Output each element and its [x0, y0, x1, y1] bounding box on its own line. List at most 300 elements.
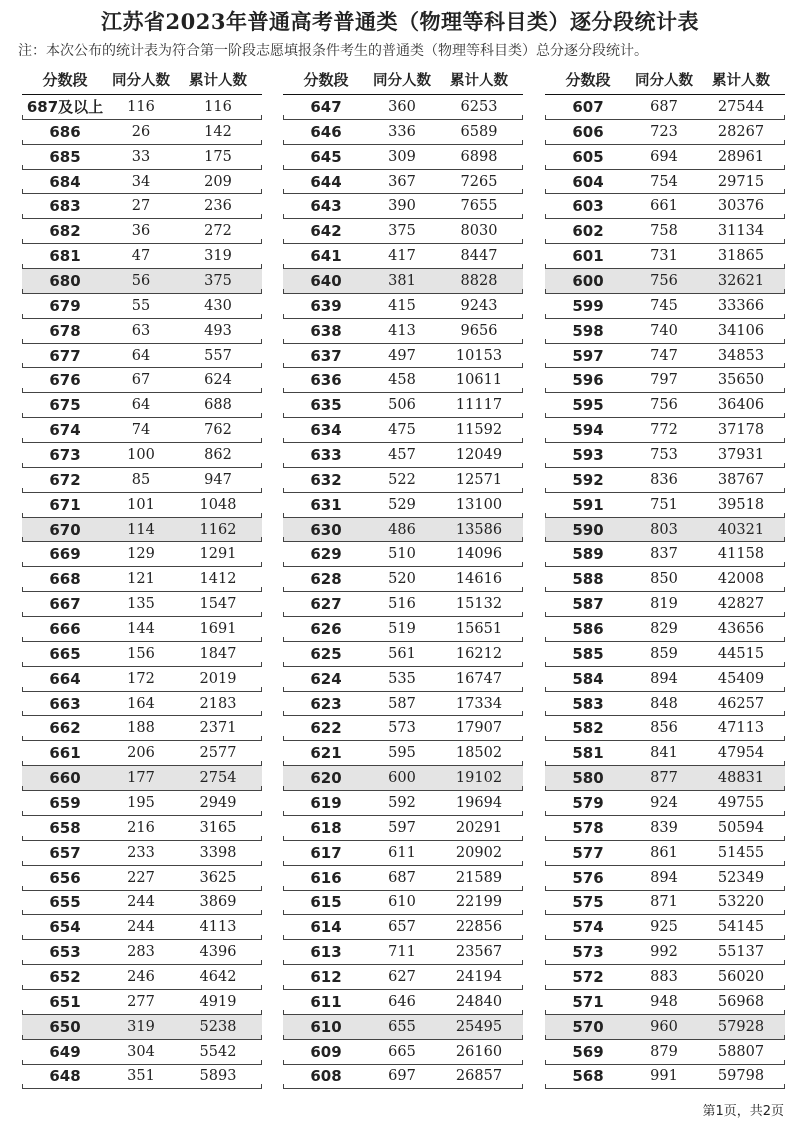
cumulative-cell: 39518 [717, 496, 765, 513]
table-row [283, 1015, 523, 1040]
count-cell: 723 [650, 123, 678, 140]
cumulative-cell: 272 [204, 223, 232, 240]
score-cell: 630 [310, 520, 342, 539]
cumulative-cell: 10153 [455, 347, 503, 364]
table-row [545, 567, 785, 592]
table-row [22, 269, 262, 294]
cumulative-cell: 236 [204, 198, 232, 215]
count-cell: 960 [650, 1018, 678, 1035]
count-cell: 319 [127, 1018, 155, 1035]
cumulative-cell: 1547 [199, 596, 237, 613]
table-row [545, 542, 785, 567]
table-row [283, 1040, 523, 1065]
count-cell: 758 [650, 223, 678, 240]
cumulative-cell: 42008 [717, 571, 765, 588]
cumulative-cell: 862 [204, 446, 232, 463]
cumulative-cell: 4919 [199, 993, 237, 1010]
score-cell: 601 [572, 247, 604, 266]
score-cell: 645 [310, 147, 342, 166]
score-cell: 670 [49, 520, 81, 539]
count-cell: 283 [127, 944, 155, 961]
cumulative-cell: 28267 [717, 123, 765, 140]
table-row [545, 170, 785, 195]
score-cell: 613 [310, 943, 342, 962]
count-cell: 47 [131, 248, 151, 265]
cumulative-cell: 46257 [717, 695, 765, 712]
cumulative-cell: 1048 [199, 496, 237, 513]
cumulative-cell: 44515 [717, 645, 765, 662]
cumulative-cell: 6898 [460, 148, 498, 165]
score-cell: 575 [572, 893, 604, 912]
cumulative-cell: 20902 [455, 844, 503, 861]
cumulative-cell: 1847 [199, 645, 237, 662]
cumulative-cell: 2754 [199, 770, 237, 787]
count-cell: 665 [388, 1043, 416, 1060]
count-cell: 519 [388, 620, 416, 637]
cumulative-cell: 16212 [455, 645, 503, 662]
score-cell: 683 [49, 197, 81, 216]
count-cell: 195 [127, 794, 155, 811]
score-cell: 634 [310, 421, 342, 440]
cumulative-cell: 15132 [455, 596, 503, 613]
header-count: 同分人数 [112, 72, 170, 89]
cumulative-cell: 33366 [717, 297, 765, 314]
score-cell: 664 [49, 669, 81, 688]
score-cell: 612 [310, 968, 342, 986]
score-cell: 650 [49, 1017, 81, 1036]
table-row [283, 716, 523, 741]
count-cell: 33 [131, 148, 151, 165]
header-cumulative: 累计人数 [450, 72, 508, 89]
score-cell: 591 [572, 495, 604, 514]
cumulative-cell: 557 [204, 347, 232, 364]
table-row [283, 642, 523, 667]
table-panel-1 [22, 64, 262, 1089]
cumulative-cell: 11117 [455, 397, 503, 414]
table-header [545, 64, 785, 95]
table-row [545, 816, 785, 841]
score-cell: 641 [310, 247, 342, 266]
count-cell: 879 [650, 1043, 678, 1060]
table-row [283, 518, 523, 543]
score-cell: 631 [310, 495, 342, 514]
score-cell: 647 [310, 97, 342, 116]
table-row [545, 990, 785, 1015]
cumulative-cell: 42827 [717, 596, 765, 613]
score-cell: 609 [310, 1042, 342, 1061]
table-row [283, 692, 523, 717]
table-row [22, 766, 262, 791]
cumulative-cell: 17334 [455, 695, 503, 712]
count-cell: 55 [131, 297, 151, 314]
cumulative-cell: 24194 [455, 969, 503, 985]
count-cell: 64 [131, 397, 151, 414]
score-cell: 622 [310, 719, 342, 738]
count-cell: 304 [127, 1043, 155, 1060]
count-cell: 522 [388, 471, 416, 488]
table-row [545, 1065, 785, 1090]
score-cell: 614 [310, 918, 342, 937]
score-cell: 598 [572, 321, 604, 340]
score-cell: 633 [310, 445, 342, 464]
count-cell: 129 [127, 546, 155, 563]
table-row [545, 493, 785, 518]
score-cell: 588 [572, 570, 604, 589]
table-row [22, 692, 262, 717]
header-count: 同分人数 [635, 72, 693, 89]
cumulative-cell: 8447 [460, 248, 498, 265]
cumulative-cell: 13100 [455, 496, 503, 513]
score-cell: 572 [572, 968, 604, 986]
table-row [545, 617, 785, 642]
cumulative-cell: 5893 [199, 1068, 237, 1085]
count-cell: 36 [131, 223, 151, 240]
count-cell: 753 [650, 446, 678, 463]
cumulative-cell: 209 [204, 173, 232, 190]
count-cell: 894 [650, 670, 678, 687]
count-cell: 309 [388, 148, 416, 165]
cumulative-cell: 19102 [455, 770, 503, 787]
count-cell: 756 [650, 397, 678, 414]
table-row [283, 816, 523, 841]
count-cell: 803 [650, 521, 678, 538]
table-row [22, 120, 262, 145]
cumulative-cell: 24840 [455, 993, 503, 1010]
table-row [22, 866, 262, 891]
count-cell: 772 [650, 422, 678, 439]
table-row [283, 468, 523, 493]
table-row [22, 170, 262, 195]
page-title: 江苏省2023年普通高考普通类（物理等科目类）逐分段统计表 [101, 9, 699, 34]
table-row [283, 194, 523, 219]
count-cell: 516 [388, 596, 416, 613]
score-cell: 570 [572, 1017, 604, 1036]
score-cell: 590 [572, 520, 604, 539]
count-cell: 871 [650, 894, 678, 911]
count-cell: 100 [127, 446, 155, 463]
count-cell: 497 [388, 347, 416, 364]
cumulative-cell: 14616 [455, 571, 503, 588]
count-cell: 74 [131, 422, 151, 439]
table-row [545, 468, 785, 493]
count-cell: 859 [650, 645, 678, 662]
score-cell: 659 [49, 793, 81, 812]
table-row [545, 393, 785, 418]
table-panel-3 [545, 64, 785, 1089]
count-cell: 413 [388, 322, 416, 339]
count-cell: 797 [650, 372, 678, 389]
cumulative-cell: 2019 [199, 670, 237, 687]
count-cell: 67 [131, 372, 151, 389]
cumulative-cell: 3398 [199, 844, 237, 861]
count-cell: 188 [127, 720, 155, 737]
score-cell: 615 [310, 893, 342, 912]
score-cell: 623 [310, 694, 342, 713]
score-cell: 578 [572, 818, 604, 837]
score-cell: 583 [572, 694, 604, 713]
table-row [22, 567, 262, 592]
score-cell: 582 [572, 719, 604, 738]
cumulative-cell: 13586 [455, 521, 503, 538]
score-cell: 638 [310, 321, 342, 340]
score-cell: 576 [572, 868, 604, 887]
count-cell: 687 [388, 869, 416, 886]
table-row [545, 368, 785, 393]
score-cell: 617 [310, 843, 342, 862]
table-row [283, 269, 523, 294]
cumulative-cell: 2371 [199, 720, 237, 737]
count-cell: 85 [131, 471, 151, 488]
cumulative-cell: 50594 [717, 819, 765, 836]
score-cell: 636 [310, 371, 342, 390]
count-cell: 711 [388, 944, 416, 961]
table-row [545, 1015, 785, 1040]
table-row [283, 567, 523, 592]
count-cell: 731 [650, 248, 678, 265]
cumulative-cell: 6589 [460, 123, 498, 140]
table-row [283, 891, 523, 916]
count-cell: 121 [127, 571, 155, 588]
table-row [22, 592, 262, 617]
table-header [283, 64, 523, 95]
table-row [22, 1065, 262, 1090]
score-cell: 637 [310, 346, 342, 365]
cumulative-cell: 40321 [717, 521, 765, 538]
score-cell: 643 [310, 197, 342, 216]
table-row [283, 592, 523, 617]
table-row [545, 194, 785, 219]
score-cell: 685 [49, 147, 81, 166]
count-cell: 116 [127, 98, 155, 115]
table-row [283, 741, 523, 766]
cumulative-cell: 9656 [460, 322, 498, 339]
cumulative-cell: 59798 [717, 1068, 765, 1085]
table-row [22, 816, 262, 841]
score-cell: 680 [49, 271, 81, 290]
count-cell: 101 [127, 496, 155, 513]
table-row [283, 219, 523, 244]
score-cell: 607 [572, 97, 604, 116]
cumulative-cell: 3869 [199, 894, 237, 911]
table-row [545, 891, 785, 916]
count-cell: 144 [127, 620, 155, 637]
cumulative-cell: 28961 [717, 148, 765, 165]
count-cell: 848 [650, 695, 678, 712]
score-cell: 653 [49, 943, 81, 962]
count-cell: 740 [650, 322, 678, 339]
count-cell: 535 [388, 670, 416, 687]
score-cell: 677 [49, 346, 81, 365]
cumulative-cell: 6253 [460, 98, 498, 115]
count-cell: 655 [388, 1018, 416, 1035]
score-cell: 686 [49, 122, 81, 141]
count-cell: 836 [650, 471, 678, 488]
cumulative-cell: 688 [204, 397, 232, 414]
cumulative-cell: 25495 [455, 1018, 503, 1035]
table-row [545, 344, 785, 369]
score-cell: 577 [572, 843, 604, 862]
score-cell: 616 [310, 868, 342, 887]
score-cell: 668 [49, 570, 81, 589]
table-row [283, 418, 523, 443]
table-row [283, 841, 523, 866]
table-row [22, 542, 262, 567]
cumulative-cell: 21589 [455, 869, 503, 886]
table-row [283, 393, 523, 418]
cumulative-cell: 18502 [455, 745, 503, 762]
table-row [22, 642, 262, 667]
cumulative-cell: 31134 [717, 223, 765, 240]
count-cell: 877 [650, 770, 678, 787]
count-cell: 657 [388, 919, 416, 936]
count-cell: 694 [650, 148, 678, 165]
table-row [545, 741, 785, 766]
table-row [545, 866, 785, 891]
count-cell: 661 [650, 198, 678, 215]
table-row [22, 965, 262, 990]
table-row [22, 319, 262, 344]
cumulative-cell: 4642 [199, 969, 237, 985]
table-row [545, 692, 785, 717]
score-cell: 654 [49, 918, 81, 937]
table-row [545, 716, 785, 741]
score-cell: 619 [310, 793, 342, 812]
score-cell: 665 [49, 644, 81, 663]
table-row [22, 915, 262, 940]
count-cell: 819 [650, 596, 678, 613]
score-cell: 606 [572, 122, 604, 141]
table-row [22, 841, 262, 866]
score-cell: 676 [49, 371, 81, 390]
count-cell: 172 [127, 670, 155, 687]
table-row [22, 95, 262, 120]
count-cell: 34 [131, 173, 151, 190]
table-row [283, 344, 523, 369]
count-cell: 27 [131, 198, 151, 215]
score-cell: 569 [572, 1042, 604, 1061]
table-row [545, 219, 785, 244]
score-cell: 593 [572, 445, 604, 464]
count-cell: 856 [650, 720, 678, 737]
score-cell: 682 [49, 222, 81, 241]
count-cell: 457 [388, 446, 416, 463]
count-cell: 592 [388, 794, 416, 811]
cumulative-cell: 12049 [455, 446, 503, 463]
count-cell: 336 [388, 123, 416, 140]
table-row [22, 244, 262, 269]
score-cell: 632 [310, 470, 342, 489]
table-row [283, 244, 523, 269]
cumulative-cell: 35650 [717, 372, 765, 389]
table-row [283, 617, 523, 642]
score-cell: 644 [310, 172, 342, 191]
table-row [545, 592, 785, 617]
score-cell: 663 [49, 694, 81, 713]
count-cell: 177 [127, 770, 155, 787]
cumulative-cell: 1162 [199, 521, 237, 538]
table-row [22, 716, 262, 741]
table-row [545, 642, 785, 667]
count-cell: 244 [127, 894, 155, 911]
table-row [283, 319, 523, 344]
header-cumulative: 累计人数 [189, 72, 247, 89]
score-cell: 655 [49, 893, 81, 912]
score-cell: 604 [572, 172, 604, 191]
count-cell: 751 [650, 496, 678, 513]
score-cell: 571 [572, 992, 604, 1011]
count-cell: 837 [650, 546, 678, 563]
count-cell: 415 [388, 297, 416, 314]
cumulative-cell: 1291 [199, 546, 237, 563]
score-cell: 587 [572, 595, 604, 614]
table-row [545, 766, 785, 791]
score-cell: 684 [49, 172, 81, 191]
table-row [545, 145, 785, 170]
score-cell: 661 [49, 744, 81, 763]
table-row [545, 120, 785, 145]
score-cell: 648 [49, 1067, 81, 1086]
count-cell: 64 [131, 347, 151, 364]
count-cell: 233 [127, 844, 155, 861]
count-cell: 475 [388, 422, 416, 439]
count-cell: 360 [388, 98, 416, 115]
count-cell: 375 [388, 223, 416, 240]
cumulative-cell: 48831 [717, 770, 765, 787]
cumulative-cell: 41158 [717, 546, 765, 563]
score-cell: 621 [310, 744, 342, 763]
score-cell: 675 [49, 396, 81, 415]
table-panel-2 [283, 64, 523, 1089]
cumulative-cell: 27544 [717, 98, 765, 115]
table-row [22, 990, 262, 1015]
count-cell: 114 [127, 521, 155, 538]
score-cell: 589 [572, 545, 604, 564]
table-row [22, 891, 262, 916]
cumulative-cell: 4396 [199, 944, 237, 961]
table-row [283, 965, 523, 990]
score-cell: 656 [49, 868, 81, 887]
count-cell: 745 [650, 297, 678, 314]
table-row [283, 493, 523, 518]
table-row [545, 667, 785, 692]
score-cell: 673 [49, 445, 81, 464]
cumulative-cell: 762 [204, 422, 232, 439]
table-row [545, 940, 785, 965]
count-cell: 627 [388, 969, 416, 985]
cumulative-cell: 4113 [199, 919, 237, 936]
cumulative-cell: 32621 [717, 272, 765, 289]
cumulative-cell: 375 [204, 272, 232, 289]
count-cell: 610 [388, 894, 416, 911]
count-cell: 246 [127, 969, 155, 985]
cumulative-cell: 22199 [455, 894, 503, 911]
score-cell: 651 [49, 992, 81, 1011]
table-row [22, 493, 262, 518]
count-cell: 277 [127, 993, 155, 1010]
score-cell: 667 [49, 595, 81, 614]
header-score: 分数段 [303, 70, 349, 89]
count-cell: 520 [388, 571, 416, 588]
cumulative-cell: 43656 [717, 620, 765, 637]
header-count: 同分人数 [373, 72, 431, 89]
score-cell: 652 [49, 968, 81, 986]
count-cell: 697 [388, 1068, 416, 1085]
table-row [283, 990, 523, 1015]
count-cell: 992 [650, 944, 678, 961]
cumulative-cell: 3625 [199, 869, 237, 886]
count-cell: 611 [388, 844, 416, 861]
table-row [22, 219, 262, 244]
